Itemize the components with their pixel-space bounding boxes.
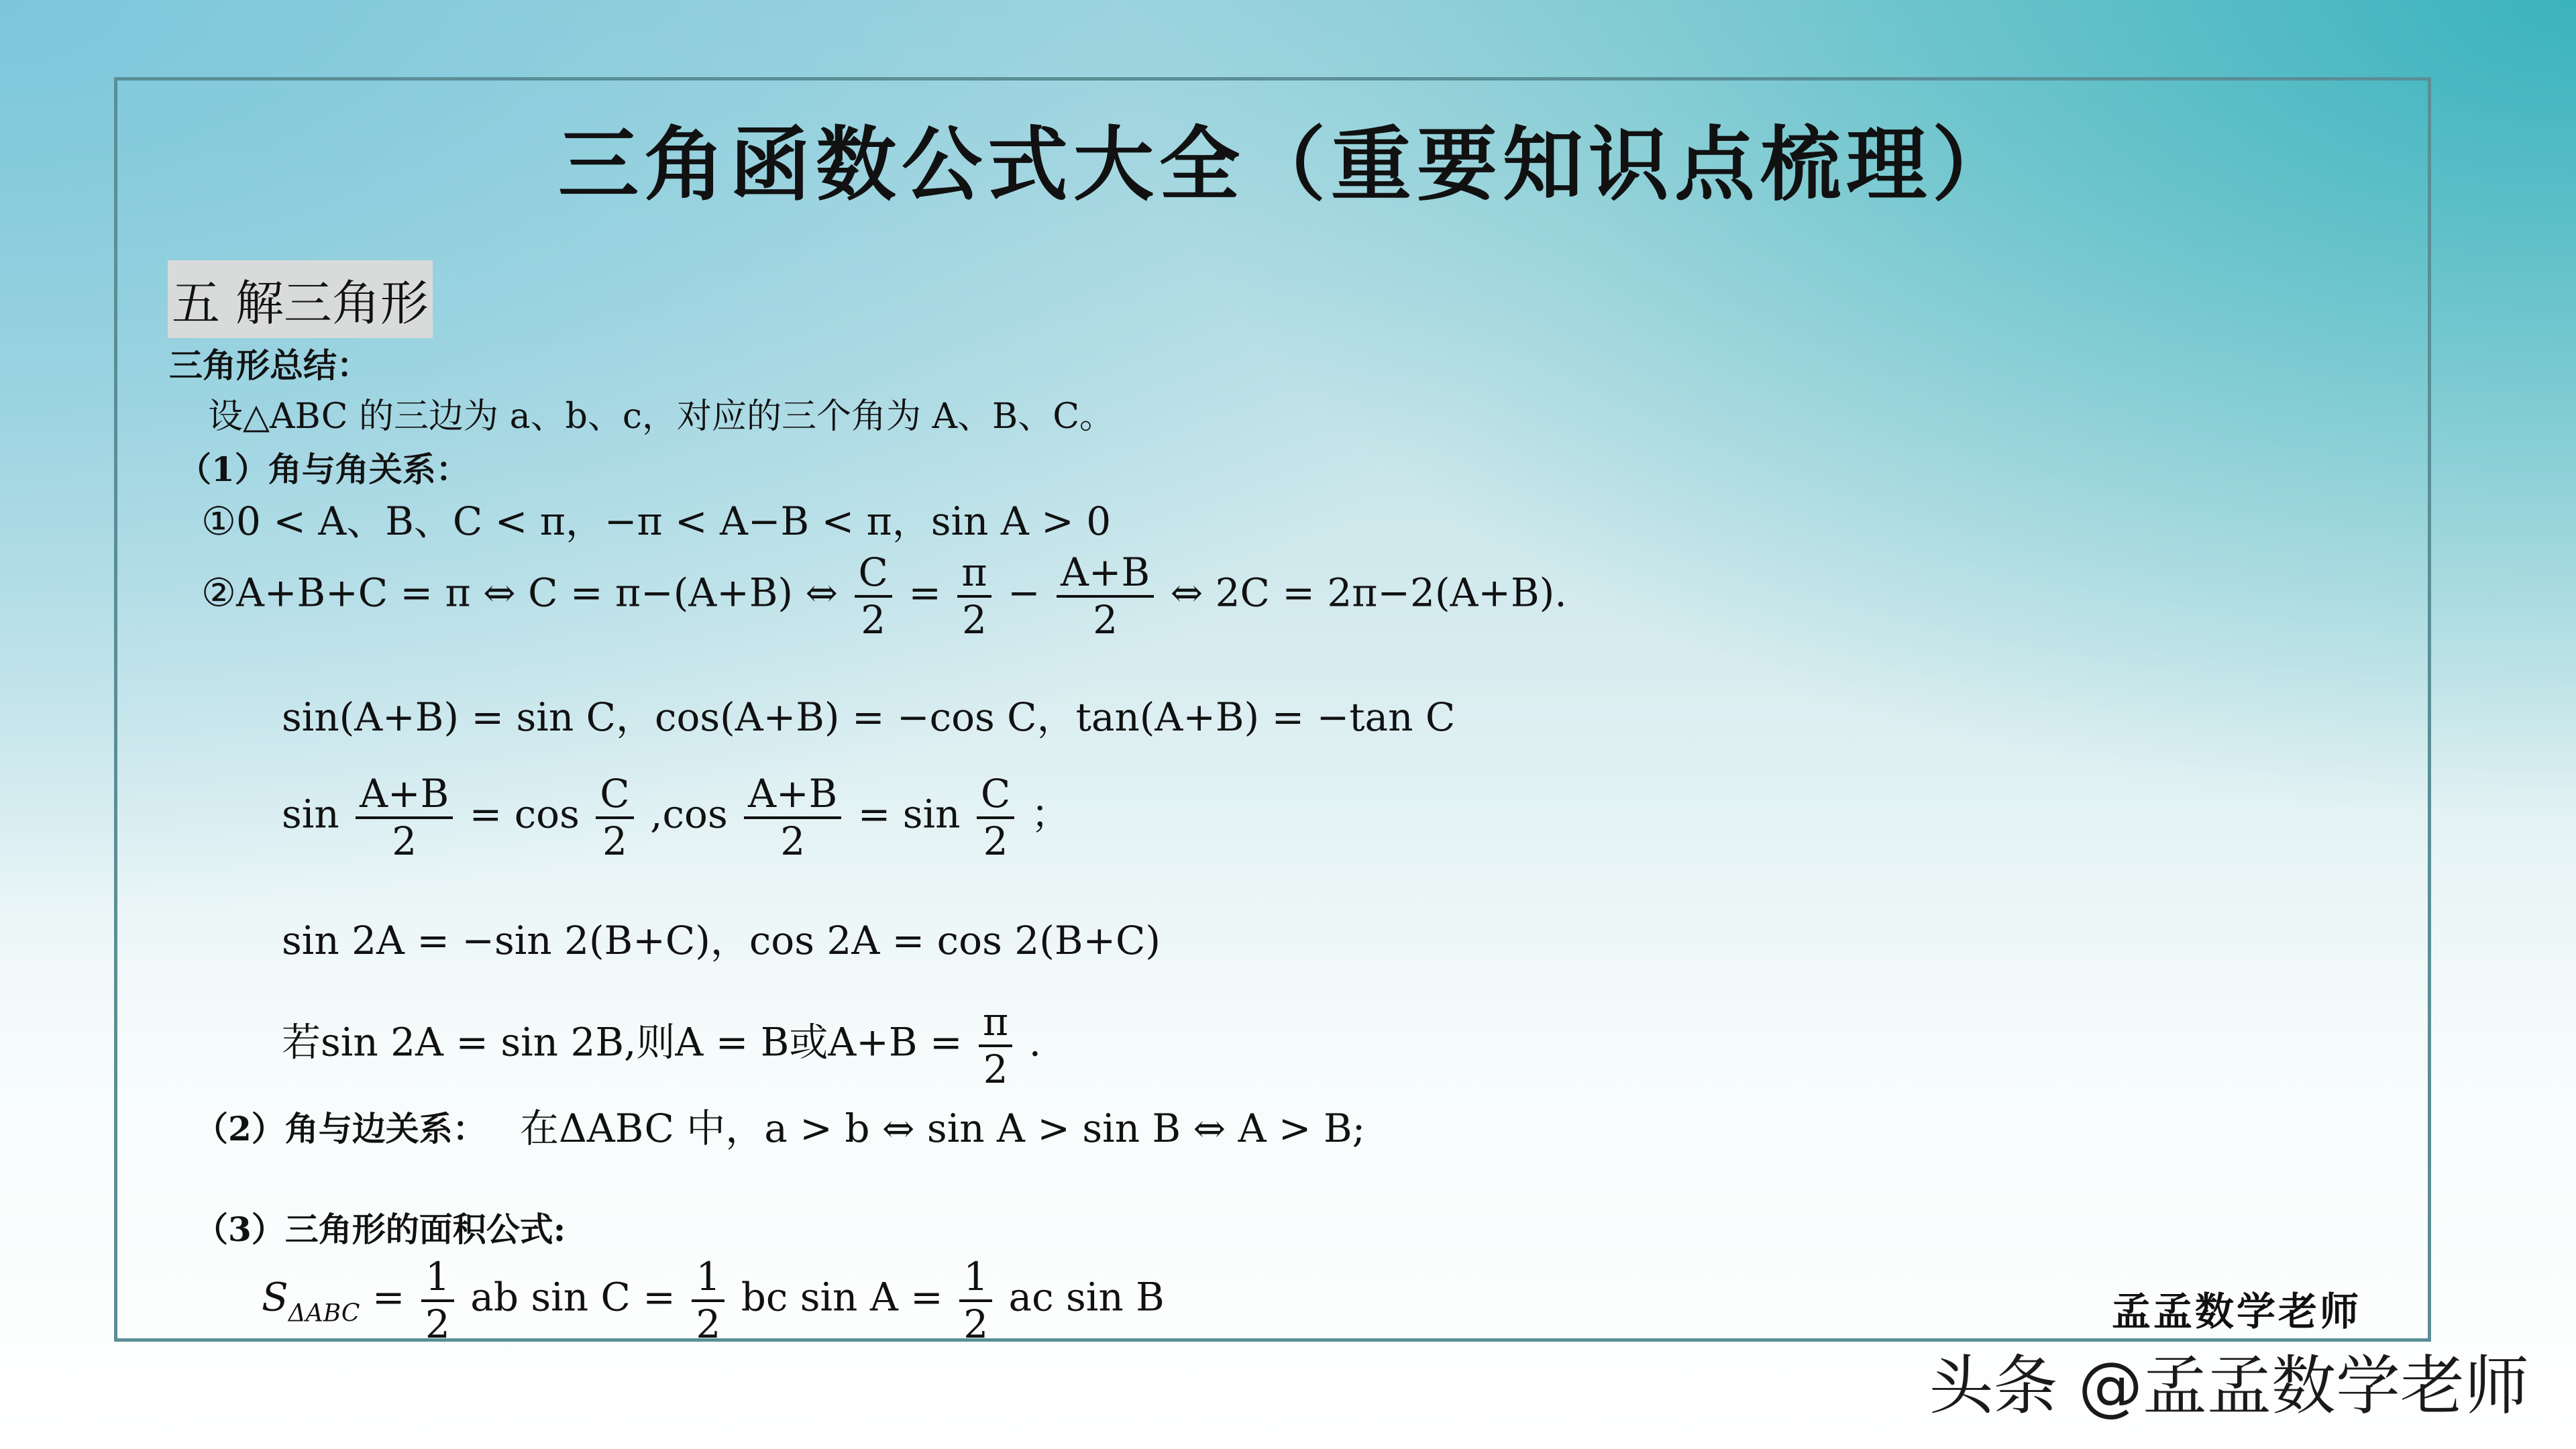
minus-sign: − (1007, 570, 1040, 616)
intro-text: 设△ABC 的三边为 a、b、c，对应的三个角为 A、B、C。 (208, 396, 1115, 437)
section-heading: 五 解三角形 (168, 260, 433, 338)
line2-part-b: ⇔ 2C = 2π−2(A+B). (1170, 570, 1567, 616)
sin-text: sin (282, 791, 339, 837)
part1-label: （1）角与角关系： (178, 449, 470, 489)
author-signature: 孟孟数学老师 (2111, 1289, 2361, 1334)
area-subscript: ΔABC (288, 1299, 360, 1328)
equals-sign: = (908, 570, 941, 616)
fraction-line4-2: $\frac{C}{2}$ (596, 771, 633, 863)
area-term-3: ac sin B (1008, 1274, 1165, 1320)
area-symbol: S (262, 1274, 288, 1320)
equals-sign: = (372, 1274, 405, 1320)
sin-equality-line6 (282, 1000, 1041, 1091)
semicolon: ； (1030, 791, 1070, 837)
fraction-half-3: $\frac{1}{2}$ (959, 1254, 992, 1346)
area-term-2: bc sin A = (741, 1274, 943, 1320)
fraction-pi-over-2: $\frac{\pi}{2}$ (957, 550, 991, 642)
period: . (1028, 1019, 1041, 1065)
comma-cos-text: ,cos (650, 791, 728, 837)
fraction-a-plus-b-over-2: $\frac{A+B}{2}$ (1057, 550, 1154, 642)
half-angle-line4 (282, 771, 1070, 863)
trig-identity-line3: sin(A+B) = sin C，cos(A+B) = −cos C，tan(A+B) = −tan C (282, 694, 1456, 740)
fraction-line4-4: $\frac{C}{2}$ (977, 771, 1014, 863)
line6-text: 若sin 2A = sin 2B,则A = B或A+B = (282, 1019, 963, 1065)
fraction-line4-1: $\frac{A+B}{2}$ (356, 771, 453, 863)
fraction-line4-3: $\frac{A+B}{2}$ (744, 771, 841, 863)
part2-label: （2）角与边关系： (195, 1109, 486, 1148)
part3-label: （3）三角形的面积公式: (195, 1210, 566, 1249)
angle-relation-line1: ①0 < A、B、C < π，−π < A−B < π，sin A > 0 (201, 498, 1112, 544)
angle-relation-line2 (201, 550, 1567, 642)
fraction-half-2: $\frac{1}{2}$ (692, 1254, 724, 1346)
fraction-half-1: $\frac{1}{2}$ (421, 1254, 454, 1346)
fraction-line6: $\frac{\pi}{2}$ (979, 1000, 1012, 1091)
page-title: 三角函数公式大全（重要知识点梳理） (558, 117, 2018, 212)
part2-text: 在ΔABC 中，a > b ⇔ sin A > sin B ⇔ A > B; (520, 1106, 1366, 1151)
summary-label: 三角形总结： (169, 345, 370, 385)
eq-cos-text: = cos (469, 791, 580, 837)
fraction-c-over-2: $\frac{C}{2}$ (855, 550, 892, 642)
eq-sin-text: = sin (857, 791, 961, 837)
double-angle-line5: sin 2A = −sin 2(B+C)，cos 2A = cos 2(B+C) (282, 918, 1161, 963)
area-term-1: ab sin C = (470, 1274, 676, 1320)
area-formula (262, 1254, 1165, 1346)
line2-part-a: ②A+B+C = π ⇔ C = π−(A+B) ⇔ (201, 570, 839, 616)
watermark: 头条 @孟孟数学老师 (1929, 1348, 2529, 1424)
